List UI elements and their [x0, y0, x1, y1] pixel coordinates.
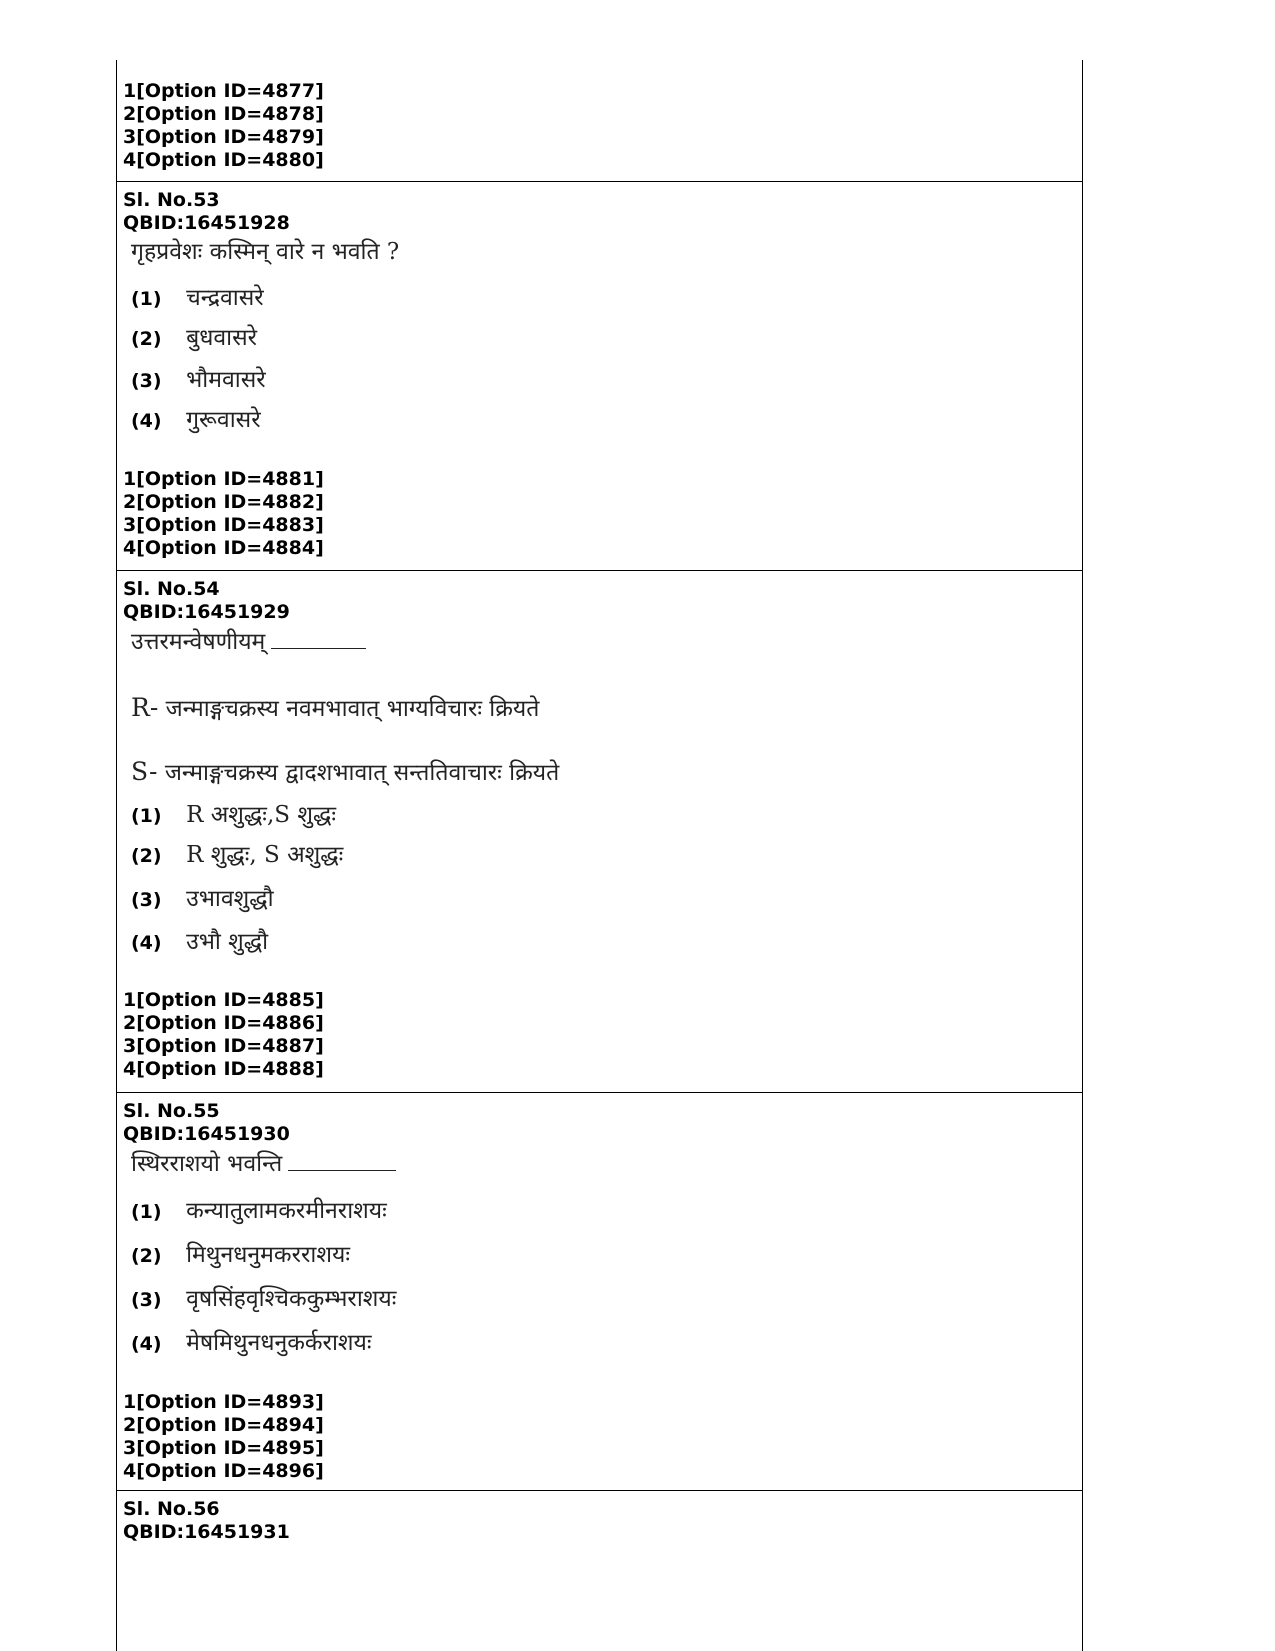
option-id-line: 3[Option ID=4879] [123, 126, 324, 148]
sl-no: Sl. No.54 [123, 578, 220, 600]
sl-no: Sl. No.56 [123, 1498, 220, 1520]
option-1 [131, 280, 264, 312]
option-number: (4) [131, 932, 162, 954]
option-id-line: 1[Option ID=4881] [123, 468, 324, 490]
option-number: (4) [131, 410, 162, 432]
qbid: QBID:16451928 [123, 212, 290, 234]
statement-r [131, 691, 539, 723]
option-id-line: 3[Option ID=4883] [123, 514, 324, 536]
qbid: QBID:16451929 [123, 601, 290, 623]
statement-label: R- [131, 693, 159, 722]
option-text: कन्यातुलामकरमीनराशयः [186, 1198, 387, 1224]
statement-text: जन्माङ्गचक्रस्य द्वादशभावात् सन्ततिवाचारः क्रियते [164, 760, 560, 786]
option-text: उभावशुद्धौ [186, 886, 274, 912]
option-4 [131, 1325, 372, 1357]
statement-s [131, 755, 559, 787]
option-id-line: 2[Option ID=4882] [123, 491, 324, 513]
answer-blank [271, 626, 366, 649]
option-text: उभौ शुद्धौ [186, 929, 269, 955]
option-id-line: 4[Option ID=4896] [123, 1460, 324, 1482]
option-text: गुरूवासरे [186, 407, 261, 433]
question-prompt: गृहप्रवेशः कस्मिन् वारे न भवति ? [131, 239, 400, 265]
option-number: (1) [131, 805, 162, 827]
option-4 [131, 402, 261, 434]
option-id-list [117, 468, 324, 560]
option-id-line: 4[Option ID=4888] [123, 1058, 324, 1080]
option-id-list [117, 1391, 324, 1483]
question-prompt: स्थिरराशयो भवन्ति [131, 1151, 283, 1177]
option-id-line: 1[Option ID=4893] [123, 1391, 324, 1413]
option-3 [131, 362, 266, 394]
qbid: QBID:16451931 [123, 1521, 290, 1543]
question-paper-frame [116, 60, 1083, 1651]
sl-no: Sl. No.55 [123, 1100, 220, 1122]
option-number: (3) [131, 1289, 162, 1311]
option-1 [131, 1193, 387, 1225]
option-text: R अशुद्धः,S शुद्धः [186, 802, 336, 828]
sl-no: Sl. No.53 [123, 189, 220, 211]
option-number: (2) [131, 845, 162, 867]
option-3 [131, 881, 274, 913]
question-block-55 [117, 1092, 1082, 1490]
option-id-line: 4[Option ID=4884] [123, 537, 324, 559]
option-number: (2) [131, 328, 162, 350]
option-4 [131, 924, 268, 956]
option-number: (1) [131, 1201, 162, 1223]
option-id-line: 4[Option ID=4880] [123, 149, 324, 171]
option-id-list [117, 989, 324, 1081]
statement-text: जन्माङ्गचक्रस्य नवमभावात् भाग्यविचारः क्रियते [165, 696, 540, 722]
answer-blank [288, 1148, 396, 1171]
option-2 [131, 1237, 350, 1269]
question-block-56 [117, 1490, 1082, 1651]
question-block-53 [117, 181, 1082, 570]
option-number: (1) [131, 288, 162, 310]
option-2 [131, 837, 343, 869]
option-text: चन्द्रवासरे [186, 285, 264, 311]
statement-label: S- [131, 757, 158, 786]
option-id-line: 1[Option ID=4885] [123, 989, 324, 1011]
option-id-line: 2[Option ID=4886] [123, 1012, 324, 1034]
option-1 [131, 797, 336, 829]
option-id-line: 1[Option ID=4877] [123, 80, 324, 102]
question-block-54 [117, 570, 1082, 1092]
option-id-line: 2[Option ID=4878] [123, 103, 324, 125]
qbid: QBID:16451930 [123, 1123, 290, 1145]
option-text: भौमवासरे [186, 367, 266, 393]
option-text: वृषसिंहवृश्चिककुम्भराशयः [186, 1286, 397, 1312]
question-prompt: उत्तरमन्वेषणीयम् [131, 629, 266, 655]
option-id-line: 3[Option ID=4887] [123, 1035, 324, 1057]
option-number: (3) [131, 370, 162, 392]
option-number: (3) [131, 889, 162, 911]
option-number: (4) [131, 1333, 162, 1355]
option-2 [131, 320, 257, 352]
prev-question-option-ids [117, 80, 1082, 193]
option-text: R शुद्धः, S अशुद्धः [186, 842, 344, 868]
option-id-line: 2[Option ID=4894] [123, 1414, 324, 1436]
option-text: बुधवासरे [186, 325, 258, 351]
option-3 [131, 1281, 396, 1313]
option-text: मेषमिथुनधनुकर्कराशयः [186, 1330, 372, 1356]
option-text: मिथुनधनुमकरराशयः [186, 1242, 350, 1268]
option-number: (2) [131, 1245, 162, 1267]
option-id-line: 3[Option ID=4895] [123, 1437, 324, 1459]
